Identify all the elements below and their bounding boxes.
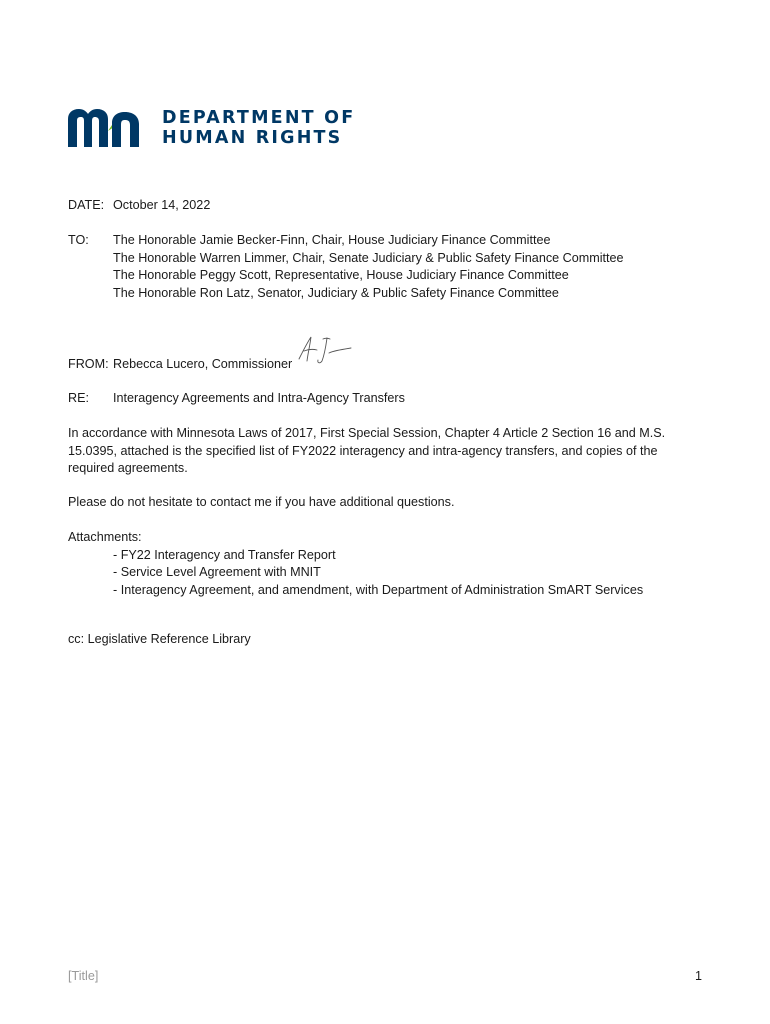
date-row: [68, 197, 210, 215]
re-value: Interagency Agreements and Intra-Agency Transfers: [113, 391, 405, 405]
from-row: [68, 356, 292, 374]
to-recipients: [113, 232, 624, 302]
department-logo: [68, 108, 355, 148]
from-value: Rebecca Lucero, Commissioner: [113, 357, 293, 371]
page-number: 1: [694, 969, 702, 983]
cc-line: cc: Legislative Reference Library: [68, 632, 251, 646]
to-row: [68, 232, 624, 302]
re-label: RE:: [68, 391, 89, 405]
re-row: [68, 390, 405, 408]
recipient-line: The Honorable Peggy Scott, Representative, House Judiciary Finance Committee: [113, 268, 569, 282]
logo-line-1: DEPARTMENT OF: [162, 108, 356, 128]
attachment-item: - Interagency Agreement, and amendment, with Department of Administration SmART Services: [113, 582, 644, 597]
logo-wordmark: [162, 108, 355, 148]
attachments-section: [68, 529, 668, 599]
body-paragraph: In accordance with Minnesota Laws of 2017, First Special Session, Chapter 4 Article 2 Section 16 and M.S. 15.0395, attached is the specified list of FY2022 interagency and intra-agency transfers, and copies of the required agreements.: [68, 426, 666, 475]
date-label: DATE:: [68, 198, 105, 212]
recipient-line: The Honorable Warren Limmer, Chair, Senate Judiciary & Public Safety Finance Committee: [113, 250, 624, 265]
date-value: October 14, 2022: [113, 198, 211, 212]
handwritten-signature: [295, 333, 353, 365]
recipient-line: The Honorable Jamie Becker-Finn, Chair, House Judiciary Finance Committee: [113, 233, 551, 247]
logo-line-2: HUMAN RIGHTS: [162, 128, 343, 148]
attachments-label: Attachments:: [68, 530, 142, 544]
contact-paragraph: Please do not hesitate to contact me if you have additional questions.: [68, 495, 455, 509]
attachment-item: - FY22 Interagency and Transfer Report: [113, 547, 336, 562]
mn-logo-mark: [68, 109, 150, 147]
to-label: TO:: [68, 233, 89, 247]
recipient-line: The Honorable Ron Latz, Senator, Judiciary & Public Safety Finance Committee: [113, 285, 559, 300]
footer-title: [Title]: [68, 969, 99, 983]
from-label: FROM:: [68, 357, 109, 371]
attachment-item: - Service Level Agreement with MNIT: [113, 565, 321, 579]
